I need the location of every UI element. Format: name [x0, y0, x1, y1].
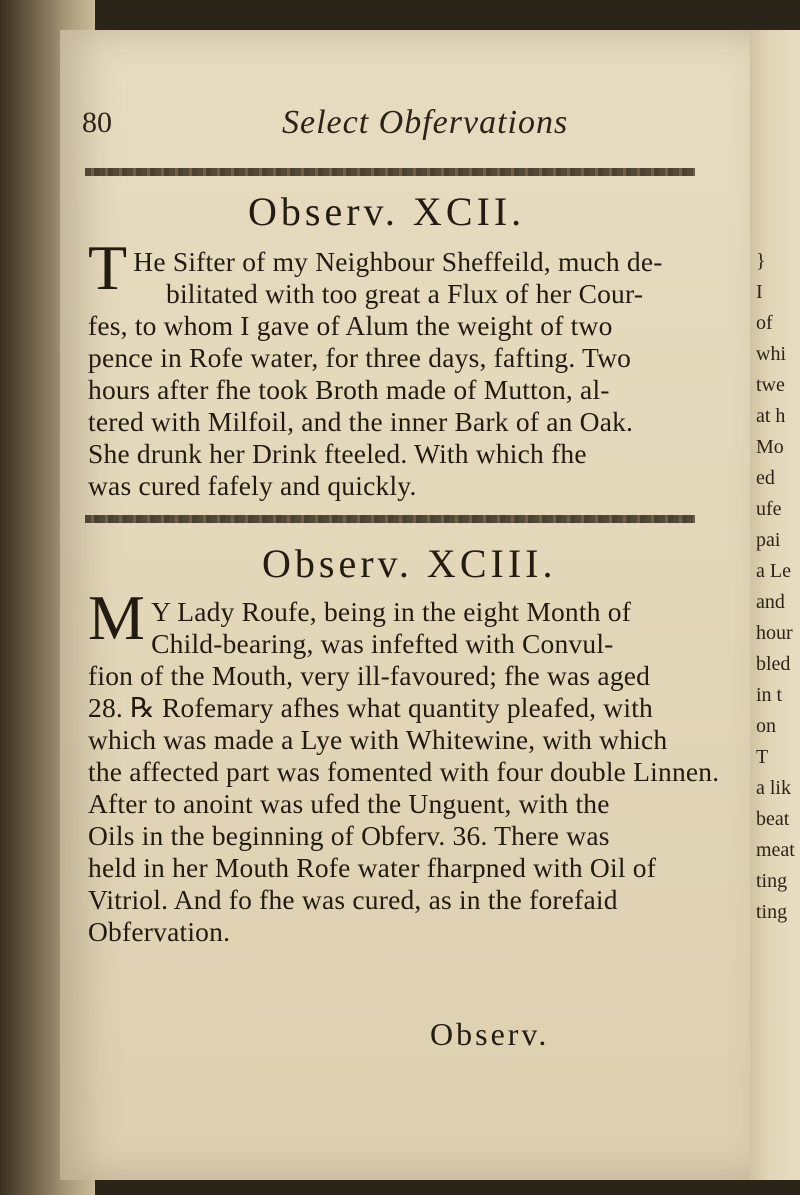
right-page-fragment: twe	[756, 374, 785, 396]
right-page-fragment: and	[756, 591, 785, 613]
right-page-fragment: I	[756, 281, 763, 303]
right-page-fragment: ting	[756, 901, 788, 923]
text-line: pence in Rofe water, for three days, fafting. Two	[88, 342, 632, 373]
text-line: hours after fhe took Broth made of Mutton, al-	[88, 374, 610, 405]
section-body-xcii	[88, 232, 698, 502]
catchword: Observ.	[430, 1016, 550, 1052]
right-page-fragment: a Le	[756, 560, 791, 582]
right-page-fragment: in t	[756, 684, 783, 706]
right-page-fragment: bled	[756, 653, 791, 675]
text-line: Child-bearing, was infefted with Convul-	[151, 628, 614, 659]
drop-cap: M	[88, 582, 146, 653]
text-line: He Sifter of my Neighbour Sheffeild, much de-	[133, 246, 663, 277]
page-header	[82, 106, 642, 146]
right-page-fragment: of	[756, 312, 773, 334]
text-line: held in her Mouth Rofe water fharpned with Oil of	[88, 852, 657, 883]
text-line: 28. ℞ Rofemary afhes what quantity pleafed, with	[88, 692, 653, 723]
text-line: Vitriol. And fo fhe was cured, as in the forefaid	[88, 884, 618, 915]
right-page-fragment: ting	[756, 870, 788, 892]
text-line: bilitated with too great a Flux of her Cour-	[166, 278, 644, 309]
section-body-xciii	[88, 582, 720, 948]
right-page-strip	[750, 30, 800, 1180]
right-page-fragment: a lik	[756, 777, 791, 799]
section-heading-xciii: Observ. XCIII.	[262, 541, 557, 586]
right-page-fragment: whi	[756, 343, 786, 365]
right-page-fragment: hour	[756, 622, 793, 644]
right-page-fragment: on	[756, 715, 776, 737]
running-title: Select Obfervations	[282, 104, 569, 141]
right-page-fragment: ed	[756, 467, 775, 489]
text-line: Obfervation.	[88, 916, 231, 947]
right-page-fragment: meat	[756, 839, 795, 861]
page-number: 80	[82, 106, 112, 139]
text-line: She drunk her Drink fteeled. With which fhe	[88, 438, 587, 469]
text-line: was cured fafely and quickly.	[88, 470, 417, 501]
right-page-fragment: T	[756, 746, 769, 768]
right-page-fragment: pai	[756, 529, 781, 551]
right-page-fragment: at h	[756, 405, 786, 427]
text-line: fion of the Mouth, very ill-favoured; fhe was aged	[88, 660, 651, 691]
right-page-fragment: ufe	[756, 498, 782, 520]
text-line: After to anoint was ufed the Unguent, with the	[88, 788, 610, 819]
text-line: Oils in the beginning of Obferv. 36. There was	[88, 820, 610, 851]
text-line: fes, to whom I gave of Alum the weight of two	[88, 310, 613, 341]
drop-cap: T	[88, 232, 128, 303]
right-page-fragment: Mo	[756, 436, 784, 458]
right-page-fragment: beat	[756, 808, 790, 830]
right-page-fragment: }	[756, 250, 766, 272]
section-rule	[85, 515, 695, 523]
text-line: the affected part was fomented with four double Linnen.	[88, 756, 720, 787]
header-rule	[85, 168, 695, 176]
text-line: Y Lady Roufe, being in the eight Month of	[151, 596, 632, 627]
text-line: tered with Milfoil, and the inner Bark of an Oak.	[88, 406, 634, 437]
text-line: which was made a Lye with Whitewine, with which	[88, 724, 668, 755]
section-heading-xcii: Observ. XCII.	[248, 189, 526, 234]
